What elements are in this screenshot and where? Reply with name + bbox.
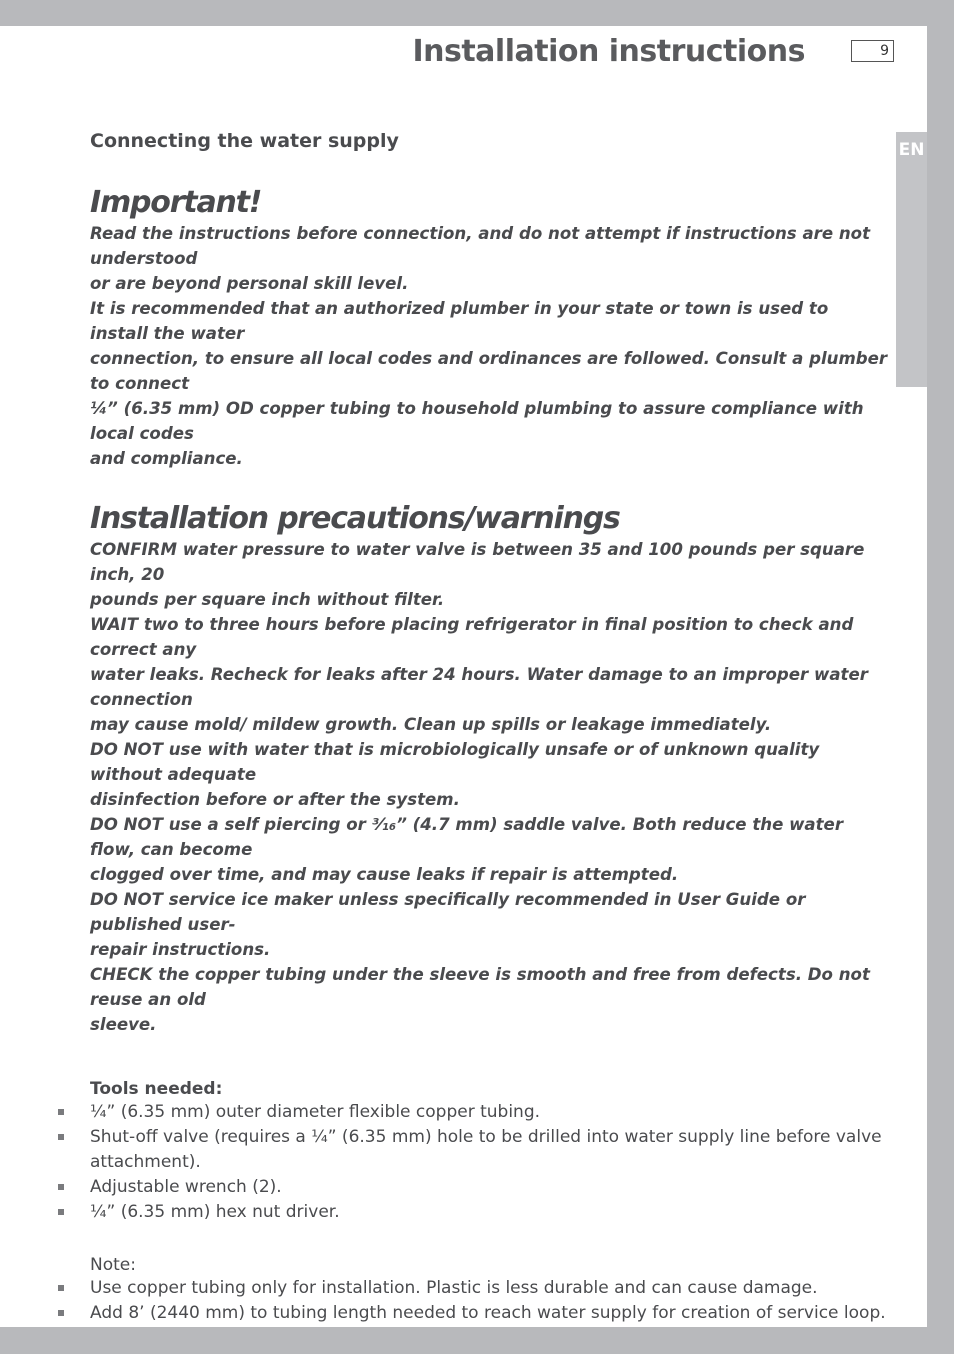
precautions-text [90, 537, 890, 1037]
square-bullet-icon [58, 1209, 64, 1215]
list-item: Adjustable wrench (2). [90, 1175, 890, 1200]
square-bullet-icon [58, 1285, 64, 1291]
precaution-line: WAIT two to three hours before placing refrigerator in final position to check and correct any [90, 615, 854, 659]
square-bullet-icon [58, 1109, 64, 1115]
precaution-line: disinfection before or after the system. [90, 790, 460, 809]
precaution-line: sleeve. [90, 1015, 157, 1034]
important-line: Read the instructions before connection, and do not attempt if instructions are not understood [90, 224, 871, 268]
list-item: Use copper tubing only for installation. Plastic is less durable and can cause damage. [90, 1276, 890, 1301]
note-heading: Note: [90, 1255, 136, 1275]
list-item: ¼” (6.35 mm) outer diameter flexible copper tubing. [90, 1100, 890, 1125]
precaution-line: CHECK the copper tubing under the sleeve is smooth and free from defects. Do not reuse an old [90, 965, 870, 1009]
section-heading: Connecting the water supply [90, 130, 399, 152]
important-line: connection, to ensure all local codes and ordinances are followed. Consult a plumber to connect [90, 349, 888, 393]
square-bullet-icon [58, 1184, 64, 1190]
list-item: Add 8’ (2440 mm) to tubing length needed to reach water supply for creation of service loop. [90, 1301, 890, 1326]
important-line: ¼” (6.35 mm) OD copper tubing to household plumbing to assure compliance with local codes [90, 399, 864, 443]
list-item: ¼” (6.35 mm) hex nut driver. [90, 1200, 890, 1225]
precaution-line: water leaks. Recheck for leaks after 24 hours. Water damage to an improper water connection [90, 665, 868, 709]
document-page [0, 26, 927, 1327]
page-title: Installation instructions [412, 34, 805, 69]
precaution-line: DO NOT use a self piercing or ³⁄₁₆” (4.7 mm) saddle valve. Both reduce the water flow, can become [90, 815, 843, 859]
precaution-line: DO NOT use with water that is microbiologically unsafe or of unknown quality without adequate [90, 740, 820, 784]
page-number: 9 [851, 40, 894, 62]
precaution-line: may cause mold/ mildew growth. Clean up spills or leakage immediately. [90, 715, 772, 734]
important-text [90, 221, 890, 471]
precaution-line: DO NOT service ice maker unless specifically recommended in User Guide or published user- [90, 890, 806, 934]
square-bullet-icon [58, 1310, 64, 1316]
precaution-line: pounds per square inch without filter. [90, 590, 445, 609]
precautions-heading: Installation precautions/warnings [90, 501, 620, 536]
precaution-line: CONFIRM water pressure to water valve is between 35 and 100 pounds per square inch, 20 [90, 540, 865, 584]
notes-list [90, 1276, 890, 1326]
important-line: It is recommended that an authorized plumber in your state or town is used to install the water [90, 299, 829, 343]
language-label: EN [898, 140, 925, 160]
important-heading: Important! [90, 185, 262, 220]
square-bullet-icon [58, 1134, 64, 1140]
list-item: Shut-off valve (requires a ¼” (6.35 mm) hole to be drilled into water supply line before valve attachment). [90, 1125, 890, 1175]
important-line: and compliance. [90, 449, 243, 468]
language-tab [896, 132, 927, 387]
main-content [90, 128, 890, 1326]
precaution-line: repair instructions. [90, 940, 271, 959]
precaution-line: clogged over time, and may cause leaks if repair is attempted. [90, 865, 679, 884]
important-line: or are beyond personal skill level. [90, 274, 409, 293]
tools-list [90, 1100, 890, 1225]
tools-heading: Tools needed: [90, 1079, 223, 1099]
